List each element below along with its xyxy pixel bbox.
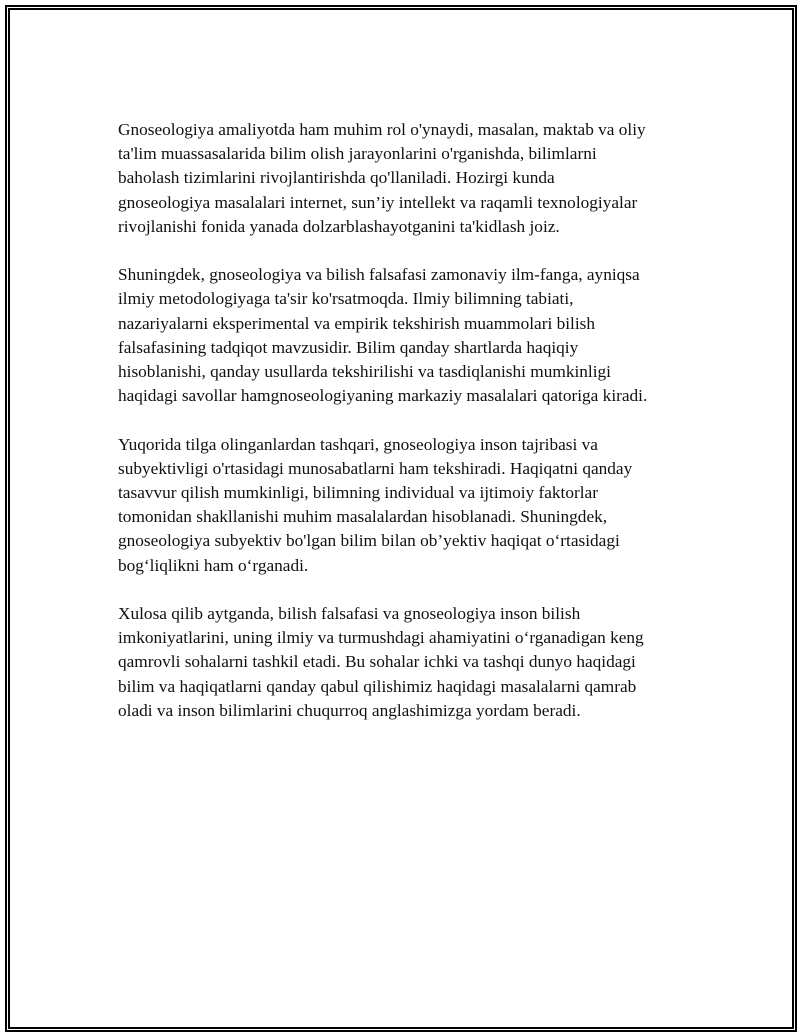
paragraph-subjectivity: Yuqorida tilga olinganlardan tashqari, gnoseologiya inson tajribasi va subyektivligi o'rtasidagi munosabatlarni ham tekshiradi. Haqiqatni qanday tasavvur qilish mumkinligi, bilimning individual va ijtimoiy faktorlar tomonidan shakllanishi muhim masalalardan hisoblanadi. Shuningdek, gnoseologiya subyektiv bo'lgan bilim bilan ob’yektiv haqiqat o‘rtasidagi bog‘liqlikni ham o‘rganadi. — [118, 434, 633, 575]
document-body — [118, 118, 708, 747]
paragraph-scientific-methodology: Shuningdek, gnoseologiya va bilish falsafasi zamonaviy ilm-fanga, ayniqsa ilmiy metodologiyaga ta'sir ko'rsatmoqda. Ilmiy bilimning tabiati, nazariyalarni eksperimental va empirik tekshirish muammolari bilish falsafasining tadqiqot mavzusidir. Bilim qanday shartlarda haqiqiy hisoblanishi, qanday usullarda tekshirilishi va tasdiqlanishi mumkinligi haqidagi savollar hamgnoseologiyaning markaziy masalalari qatoriga kiradi. — [118, 265, 648, 406]
paragraph-gnoseology-practice: Gnoseologiya amaliyotda ham muhim rol o'ynaydi, masalan, maktab va oliy ta'lim muassasalarida bilim olish jarayonlarini o'rganishda, bilimlarni baholash tizimlarini rivojlantirishda qo'llaniladi. Hozirgi kunda gnoseologiya masalalari internet, sun’iy intellekt va raqamli texnologiyalar rivojlanishi fonida yanada dolzarblashayotganini ta'kidlash joiz. — [118, 120, 646, 236]
paragraph-conclusion: Xulosa qilib aytganda, bilish falsafasi va gnoseologiya inson bilish imkoniyatlarini, uning ilmiy va turmushdagi ahamiyatini o‘rganadigan keng qamrovli sohalarni tashkil etadi. Bu sohalar ichki va tashqi dunyo haqidagi bilim va haqiqatlarni qanday qabul qilishimiz haqidagi masalalarni qamrab oladi va inson bilimlarini chuqurroq anglashimizga yordam beradi. — [118, 604, 644, 720]
